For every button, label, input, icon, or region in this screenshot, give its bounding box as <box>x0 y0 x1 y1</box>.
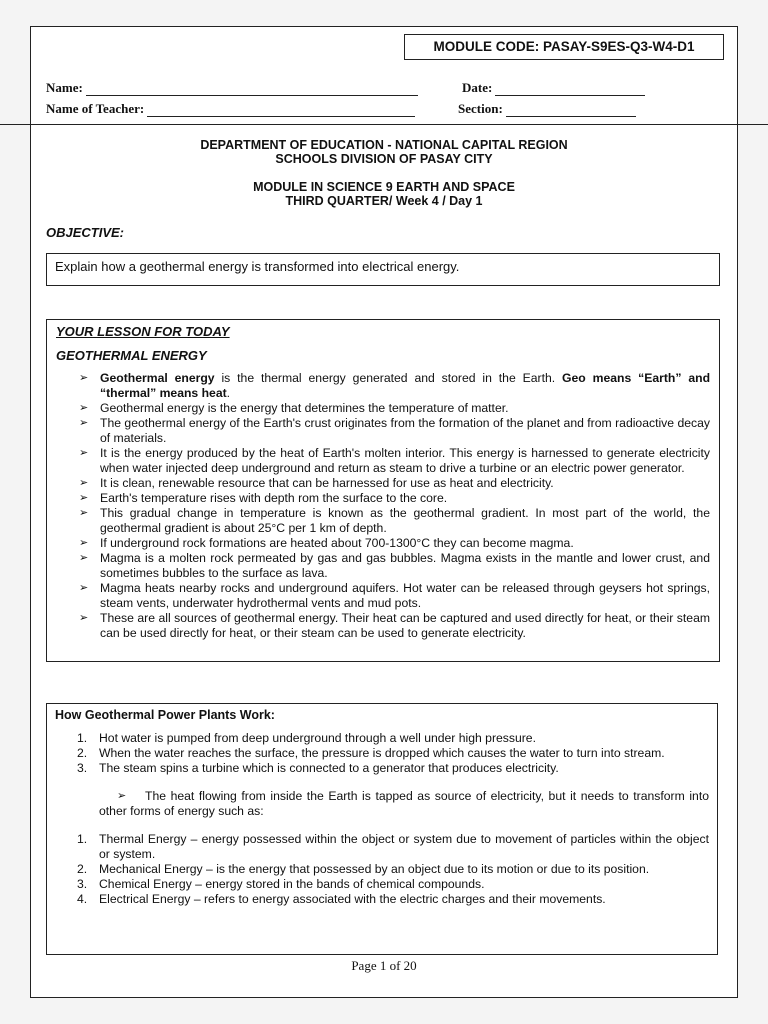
power-steps-list <box>55 731 709 776</box>
list-item: ➢ Magma is a molten rock permeated by gas and gas bubbles. Magma exists in the mantle and lower crust, and sometimes bubbles to the surface as lava. <box>56 551 710 581</box>
name-blank[interactable] <box>86 84 418 96</box>
name-field[interactable] <box>46 80 418 96</box>
heading-division: SCHOOLS DIVISION OF PASAY CITY <box>275 152 493 166</box>
heading-module: MODULE IN SCIENCE 9 EARTH AND SPACE <box>253 180 515 194</box>
power-plants-title: How Geothermal Power Plants Work: <box>55 708 275 722</box>
power-plants-box <box>46 703 718 955</box>
bullet-text: is the thermal energy generated and stored in the Earth. <box>214 371 563 385</box>
list-item: ➢ Magma heats nearby rocks and underground aquifers. Hot water can be released through geysers hot springs, steam vents, underwater hydrothermal vents and mud pots. <box>56 581 710 611</box>
list-item <box>55 731 709 746</box>
list-item <box>55 832 709 862</box>
date-field[interactable] <box>462 80 645 96</box>
form-text: Mechanical Energy – is the energy that possessed by an object due to its motion or due to its position. <box>99 862 650 876</box>
energy-forms-list <box>55 832 709 907</box>
list-item: ➢ It is the energy produced by the heat of Earth's molten interior. This energy is harnessed to generate electricity when water injected deep underground and return as steam to drive a turbine or an electric power generator. <box>56 446 710 476</box>
list-item <box>55 761 709 776</box>
section-field[interactable] <box>458 101 636 117</box>
list-item <box>55 862 709 877</box>
objective-box <box>46 253 720 286</box>
date-label: Date: <box>462 80 493 95</box>
term-bold: Geothermal energy <box>100 371 215 385</box>
list-item <box>56 371 710 401</box>
definition-bold: Geo means “Earth” and “thermal” means heat <box>100 371 711 400</box>
list-item <box>55 746 709 761</box>
list-item: ➢ Geothermal energy is the energy that determines the temperature of matter. <box>56 401 710 416</box>
form-number: 4. <box>77 892 88 906</box>
step-text: Hot water is pumped from deep underground through a well under high pressure. <box>99 731 536 745</box>
section-blank[interactable] <box>506 105 636 117</box>
heat-note <box>55 789 709 819</box>
list-item: ➢ Earth's temperature rises with depth rom the surface to the core. <box>56 491 710 506</box>
lesson-title: YOUR LESSON FOR TODAY <box>56 324 230 339</box>
name-label: Name: <box>46 80 83 95</box>
step-text: The steam spins a turbine which is connected to a generator that produces electricity. <box>99 761 559 775</box>
step-number: 2. <box>77 746 88 760</box>
list-item <box>55 892 709 907</box>
form-number: 1. <box>77 832 88 846</box>
step-text: When the water reaches the surface, the pressure is dropped which causes the water to turn into stream. <box>99 746 665 760</box>
teacher-blank[interactable] <box>147 105 415 117</box>
list-item: ➢ This gradual change in temperature is known as the geothermal gradient. In most part of the world, the geothermal gradient is about 25°C per 1 km of depth. <box>56 506 710 536</box>
bullet-end: . <box>226 386 231 400</box>
form-text: Electrical Energy – refers to energy associated with the electric charges and their movements. <box>99 892 606 906</box>
heading-quarter: THIRD QUARTER/ Week 4 / Day 1 <box>285 194 483 208</box>
form-text: Thermal Energy – energy possessed within the object or system due to movement of particles within the object or system. <box>99 832 709 861</box>
header-divider <box>0 124 768 125</box>
arrow-bullet-icon: ➢ <box>117 790 127 802</box>
lesson-bullets <box>56 371 710 641</box>
step-number: 1. <box>77 731 88 745</box>
lesson-subtitle: GEOTHERMAL ENERGY <box>56 348 207 363</box>
step-number: 3. <box>77 761 88 775</box>
list-item: ➢ These are all sources of geothermal energy. Their heat can be captured and used directly for heat, or their steam can be used directly for heat, or their steam can be used to generate electricity. <box>56 611 710 641</box>
form-text: Chemical Energy – energy stored in the bands of chemical compounds. <box>99 877 485 891</box>
list-item: ➢ If underground rock formations are heated about 700-1300°C they can become magma. <box>56 536 710 551</box>
heading-department: DEPARTMENT OF EDUCATION - NATIONAL CAPITAL REGION <box>200 138 568 152</box>
lesson-box <box>46 319 720 662</box>
date-blank[interactable] <box>495 84 645 96</box>
list-item: ➢ It is clean, renewable resource that can be harnessed for use as heat and electricity. <box>56 476 710 491</box>
teacher-label: Name of Teacher: <box>46 101 145 116</box>
form-number: 2. <box>77 862 88 876</box>
form-number: 3. <box>77 877 88 891</box>
teacher-field[interactable] <box>46 101 415 117</box>
objective-text: Explain how a geothermal energy is transformed into electrical energy. <box>55 259 460 274</box>
heat-note-text: The heat flowing from inside the Earth is tapped as source of electricity, but it needs to transform into other forms of energy such as: <box>99 789 709 818</box>
section-label: Section: <box>458 101 503 116</box>
module-code-box: MODULE CODE: PASAY-S9ES-Q3-W4-D1 <box>404 34 724 60</box>
page-number: Page 1 of 20 <box>351 958 417 973</box>
objective-label: OBJECTIVE: <box>46 225 125 240</box>
list-item: ➢ The geothermal energy of the Earth's crust originates from the formation of the planet and from radioactive decay of materials. <box>56 416 710 446</box>
list-item <box>55 877 709 892</box>
